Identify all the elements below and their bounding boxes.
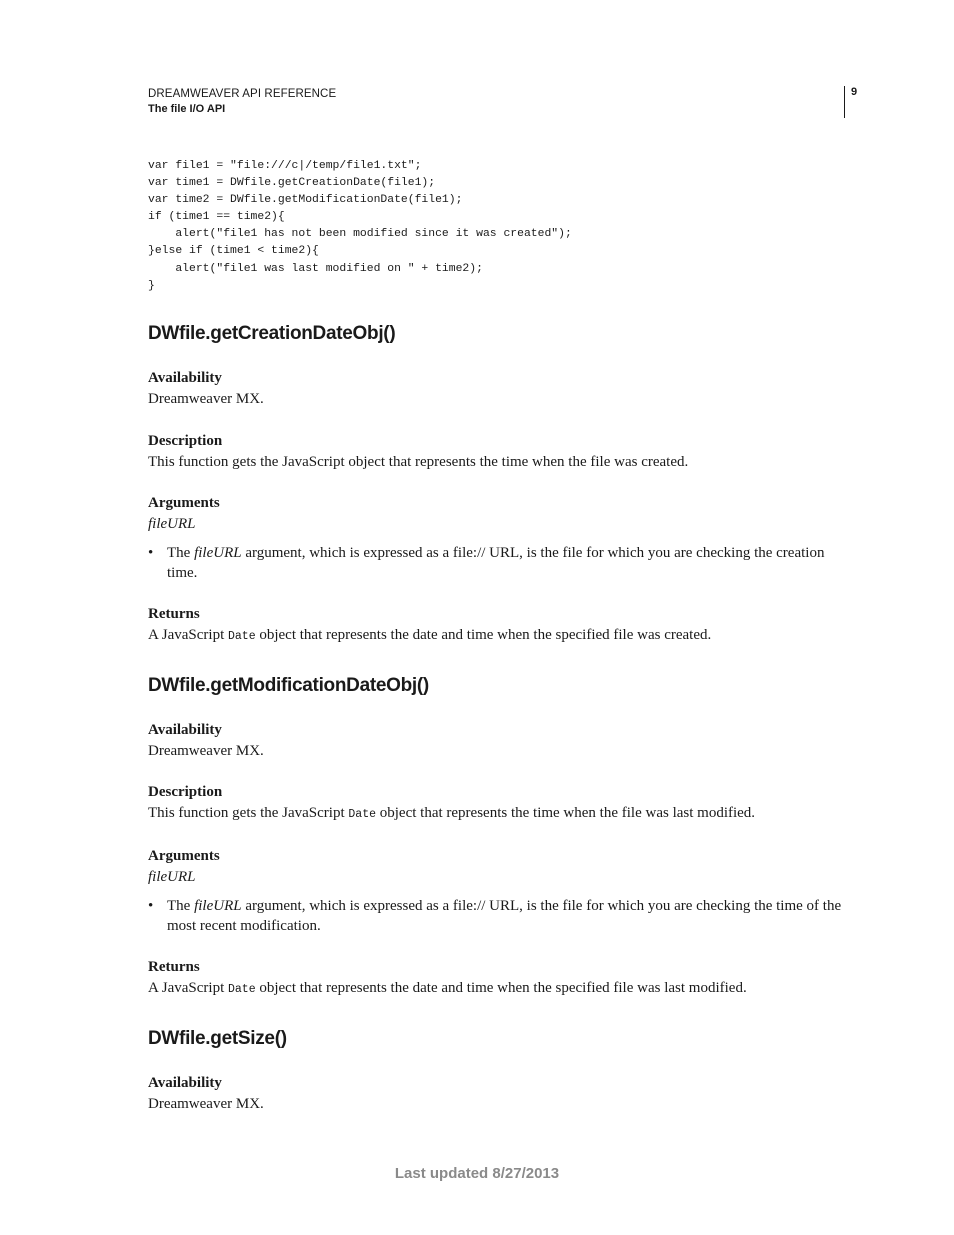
availability-text: Dreamweaver MX. — [148, 1095, 264, 1112]
chapter-title: The file I/O API — [148, 103, 226, 115]
arguments-label: Arguments — [148, 494, 220, 511]
argument-bullet — [148, 896, 848, 936]
section-heading: DWfile.getCreationDateObj() — [148, 322, 396, 344]
availability-text: Dreamweaver MX. — [148, 390, 264, 407]
availability-label: Availability — [148, 369, 222, 386]
page-content — [148, 158, 848, 1114]
document-title: DREAMWEAVER API REFERENCE — [148, 88, 337, 100]
page-header — [148, 87, 336, 117]
bullet-symbol: • — [148, 897, 154, 914]
availability-text: Dreamweaver MX. — [148, 742, 264, 759]
description-text — [148, 803, 848, 825]
availability-label: Availability — [148, 721, 222, 738]
returns-label: Returns — [148, 958, 200, 975]
returns-text — [148, 978, 848, 1000]
description-label: Description — [148, 432, 223, 449]
bullet-text: argument, which is expressed as a file:// URL, is the file for which you are checking the creation time. — [167, 544, 825, 581]
returns-suffix: object that represents the date and time when the specified file was created. — [255, 626, 712, 643]
bullet-text: argument, which is expressed as a file:// URL, is the file for which you are checking the time of the most recent modification. — [167, 897, 842, 934]
description-suffix: object that represents the time when the file was last modified. — [376, 804, 756, 821]
argument-name: fileURL — [148, 515, 196, 532]
section-heading: DWfile.getModificationDateObj() — [148, 674, 429, 696]
bullet-prefix: The — [167, 897, 195, 914]
description-text: This function gets the JavaScript object that represents the time when the file was created. — [148, 453, 689, 470]
argument-bullet — [148, 543, 848, 583]
returns-prefix: A JavaScript — [148, 979, 228, 996]
arguments-label: Arguments — [148, 847, 220, 864]
argument-name: fileURL — [148, 868, 196, 885]
returns-suffix: object that represents the date and time when the specified file was last modified. — [255, 979, 747, 996]
bullet-argument: fileURL — [194, 897, 242, 914]
section-getcreationdateobj — [148, 323, 848, 647]
returns-label: Returns — [148, 605, 200, 622]
returns-code: Date — [228, 982, 256, 996]
bullet-symbol: • — [148, 544, 154, 561]
returns-prefix: A JavaScript — [148, 626, 228, 643]
section-heading: DWfile.getSize() — [148, 1027, 287, 1049]
description-code: Date — [348, 807, 376, 821]
page-footer: Last updated 8/27/2013 — [394, 1165, 560, 1182]
bullet-prefix: The — [167, 544, 195, 561]
description-prefix: This function gets the JavaScript — [148, 804, 349, 821]
section-getsize — [148, 1028, 848, 1114]
bullet-argument: fileURL — [194, 544, 242, 561]
section-getmodificationdateobj — [148, 675, 848, 1000]
code-example: var file1 = "file:///c|/temp/file1.txt"; var time1 = DWfile.getCreationDate(file1); var time2 = DWfile.getModificationDate(file1); if (time1 == time2){ alert("file1 has not been modified since it was created"); }else if (time1 < time2){ alert("file1 was last modified on " + time2); } — [148, 160, 572, 292]
description-label: Description — [148, 783, 223, 800]
page-number: 9 — [851, 86, 858, 98]
returns-text — [148, 625, 848, 647]
availability-label: Availability — [148, 1074, 222, 1091]
header-divider — [844, 86, 845, 118]
returns-code: Date — [228, 629, 256, 643]
